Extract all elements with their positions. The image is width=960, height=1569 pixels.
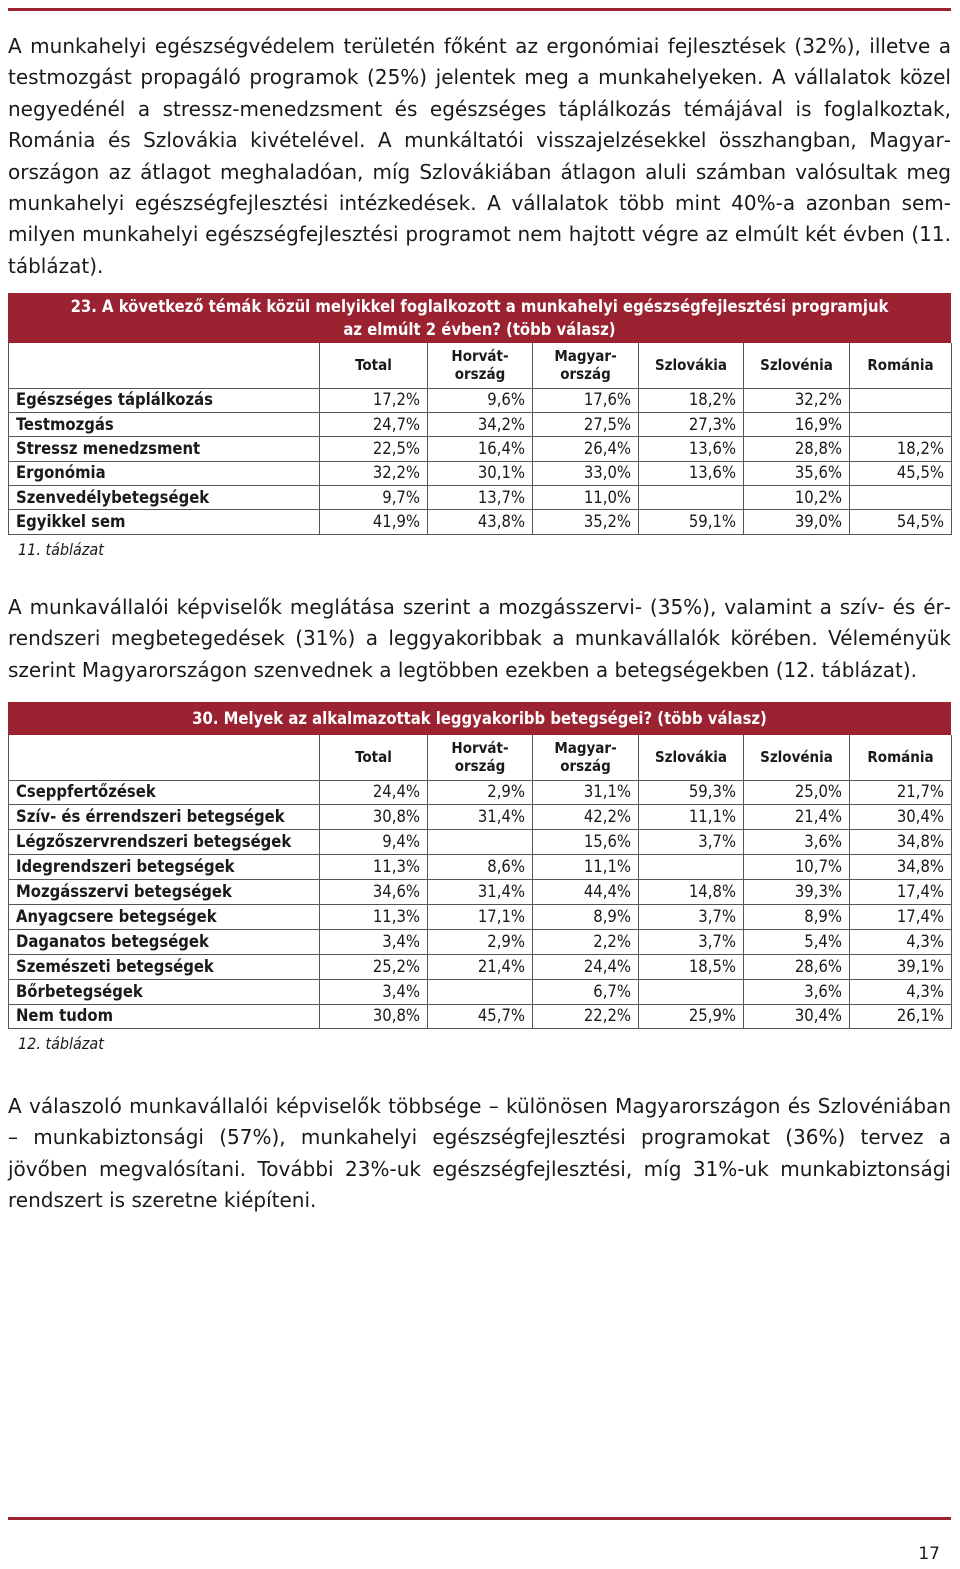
- table-row: [9, 412, 952, 436]
- table-cell: 5,4%: [744, 929, 850, 954]
- table-11-caption: [8, 293, 951, 343]
- table-cell: 42,2%: [533, 805, 639, 830]
- column-header: [9, 735, 320, 780]
- table-row: [9, 830, 952, 855]
- table-cell: 18,5%: [639, 954, 744, 979]
- row-label: Nem tudom: [9, 1004, 320, 1029]
- table-11-caption-line1: 23. A következő témák közül melyikkel foglalkozott a munkahelyi egészségfejlesztési programjuk: [70, 297, 889, 316]
- column-header: Szlovákia: [639, 343, 744, 388]
- page-number: 17: [918, 1544, 940, 1564]
- table-cell: 9,7%: [320, 486, 428, 510]
- table-cell: 24,4%: [533, 954, 639, 979]
- column-header: Magyar- ország: [533, 343, 639, 388]
- table-cell: 11,0%: [533, 486, 639, 510]
- bottom-rule: [8, 1517, 951, 1520]
- table-cell: 28,6%: [744, 954, 850, 979]
- table-cell: 35,2%: [533, 510, 639, 534]
- table-row: [9, 510, 952, 534]
- table-cell: [850, 388, 952, 412]
- table-cell: 3,6%: [744, 830, 850, 855]
- table-cell: 21,4%: [744, 805, 850, 830]
- table-cell: 30,1%: [428, 461, 533, 485]
- table-cell: 17,4%: [850, 904, 952, 929]
- table-12-grid: [8, 735, 952, 1029]
- table-cell: [639, 855, 744, 880]
- table-cell: 24,4%: [320, 780, 428, 805]
- table-12-caption: 30. Melyek az alkalmazottak leggyakoribb betegségei? (több válasz): [8, 702, 951, 735]
- table-12: [8, 702, 951, 1055]
- table-cell: 45,7%: [428, 1004, 533, 1029]
- row-label: Daganatos betegségek: [9, 929, 320, 954]
- table-11-caption-line2: az elmúlt 2 évben? (több válasz): [343, 320, 616, 339]
- table-cell: 3,7%: [639, 929, 744, 954]
- column-header: Horvát- ország: [428, 735, 533, 780]
- row-label: Egyikkel sem: [9, 510, 320, 534]
- table-cell: 59,1%: [639, 510, 744, 534]
- paragraph-intro: A munkahelyi egészségvédelem területén főként az ergonómiai fejlesztések (32%), illetve a testmozgást propagáló programok (25%) jelentek meg a munkahelyeken. A vállalatok közel negyedénél a stressz-menedzsment és egészséges táplálkozás témájával is foglalkoztak, Románia és Szlovákia kivételével. A munkáltatói visszajelzésekkel összhangban, Magyarországon az átlagot meghaladóan, míg Szlovákiában átlagon aluli számban valósultak meg munkahelyi egészségfejlesztési intézkedések. A vállalatok több mint 40%-a azonban semmilyen munkahelyi egészségfejlesztési programot nem hajtott végre az elmúlt két évben (11. táblázat).: [8, 34, 951, 278]
- table-cell: 11,1%: [639, 805, 744, 830]
- column-header: Szlovákia: [639, 735, 744, 780]
- table-cell: 21,4%: [428, 954, 533, 979]
- table-cell: 2,9%: [428, 929, 533, 954]
- table-row: [9, 805, 952, 830]
- row-label: Egészséges táplálkozás: [9, 388, 320, 412]
- table-cell: 34,6%: [320, 880, 428, 905]
- table-cell: 41,9%: [320, 510, 428, 534]
- table-cell: 13,6%: [639, 437, 744, 461]
- row-label: Cseppfertőzések: [9, 780, 320, 805]
- column-header: Románia: [850, 735, 952, 780]
- row-label: Testmozgás: [9, 412, 320, 436]
- table-cell: [639, 486, 744, 510]
- table-cell: 21,7%: [850, 780, 952, 805]
- table-cell: 11,3%: [320, 855, 428, 880]
- table-cell: 45,5%: [850, 461, 952, 485]
- column-header: Horvát- ország: [428, 343, 533, 388]
- table-cell: 30,8%: [320, 1004, 428, 1029]
- table-cell: 33,0%: [533, 461, 639, 485]
- row-label: Anyagcsere betegségek: [9, 904, 320, 929]
- table-cell: 35,6%: [744, 461, 850, 485]
- table-row: [9, 1004, 952, 1029]
- table-cell: 13,6%: [639, 461, 744, 485]
- table-cell: 43,8%: [428, 510, 533, 534]
- table-cell: 9,6%: [428, 388, 533, 412]
- table-cell: 59,3%: [639, 780, 744, 805]
- table-cell: 3,6%: [744, 979, 850, 1004]
- table-cell: 22,2%: [533, 1004, 639, 1029]
- table-cell: 18,2%: [639, 388, 744, 412]
- table-cell: 31,4%: [428, 805, 533, 830]
- table-cell: 13,7%: [428, 486, 533, 510]
- table-cell: 3,7%: [639, 904, 744, 929]
- row-label: Szemészeti betegségek: [9, 954, 320, 979]
- table-12-note: 12. táblázat: [18, 1034, 104, 1054]
- column-header: Szlovénia: [744, 735, 850, 780]
- table-cell: 15,6%: [533, 830, 639, 855]
- table-cell: 27,5%: [533, 412, 639, 436]
- table-cell: [850, 486, 952, 510]
- row-label: Légzőszervrendszeri betegségek: [9, 830, 320, 855]
- table-cell: 17,4%: [850, 880, 952, 905]
- table-row: [9, 388, 952, 412]
- table-row: [9, 929, 952, 954]
- table-cell: 39,3%: [744, 880, 850, 905]
- table-cell: 22,5%: [320, 437, 428, 461]
- column-header: Románia: [850, 343, 952, 388]
- paragraph-illnesses: A munkavállalói képviselők meglátása szerint a mozgásszervi- (35%), valamint a szív- és érrendszeri megbetegedések (31%) a leggyakoribbak a munkavállalók körében. Véleményük szerint Magyarországon szenvednek a legtöbben ezekben a betegségekben (12. táblázat).: [8, 595, 951, 682]
- table-cell: 31,4%: [428, 880, 533, 905]
- table-row: [9, 486, 952, 510]
- table-cell: [428, 979, 533, 1004]
- table-cell: 25,9%: [639, 1004, 744, 1029]
- column-header: Magyar- ország: [533, 735, 639, 780]
- table-cell: 17,1%: [428, 904, 533, 929]
- column-header: Total: [320, 735, 428, 780]
- top-rule: [8, 8, 951, 11]
- table-cell: 16,4%: [428, 437, 533, 461]
- table-cell: 34,8%: [850, 855, 952, 880]
- table-row: [9, 954, 952, 979]
- table-cell: 2,9%: [428, 780, 533, 805]
- table-11-header-row: [9, 343, 952, 388]
- table-11-note: 11. táblázat: [18, 539, 104, 559]
- table-cell: 17,6%: [533, 388, 639, 412]
- table-cell: 8,6%: [428, 855, 533, 880]
- table-cell: 31,1%: [533, 780, 639, 805]
- table-cell: [850, 412, 952, 436]
- table-cell: 32,2%: [320, 461, 428, 485]
- table-cell: 3,7%: [639, 830, 744, 855]
- column-header: [9, 343, 320, 388]
- row-label: Szív- és érrendszeri betegségek: [9, 805, 320, 830]
- table-cell: 30,4%: [744, 1004, 850, 1029]
- table-12-body: [9, 780, 952, 1029]
- table-cell: 4,3%: [850, 979, 952, 1004]
- table-cell: 34,8%: [850, 830, 952, 855]
- table-cell: 9,4%: [320, 830, 428, 855]
- table-row: [9, 979, 952, 1004]
- paragraph-plans: A válaszoló munkavállalói képviselők többsége – különösen Magyarországon és Szlovéniában – munkabiztonsági (57%), munkahelyi egészségfejlesztési programokat (36%) tervez a jövőben megvalósítani. További 23%-uk egészségfejlesztési, míg 31%-uk munkabiztonsági rendszert is szeretne kiépíteni.: [8, 1094, 951, 1213]
- table-cell: 25,2%: [320, 954, 428, 979]
- table-cell: 10,2%: [744, 486, 850, 510]
- row-label: Bőrbetegségek: [9, 979, 320, 1004]
- table-cell: 2,2%: [533, 929, 639, 954]
- table-cell: 8,9%: [744, 904, 850, 929]
- table-cell: 39,0%: [744, 510, 850, 534]
- table-row: [9, 780, 952, 805]
- table-cell: 39,1%: [850, 954, 952, 979]
- table-row: [9, 880, 952, 905]
- table-cell: 25,0%: [744, 780, 850, 805]
- table-cell: 30,8%: [320, 805, 428, 830]
- table-cell: 28,8%: [744, 437, 850, 461]
- table-cell: 27,3%: [639, 412, 744, 436]
- table-row: [9, 437, 952, 461]
- table-cell: 6,7%: [533, 979, 639, 1004]
- table-cell: [428, 830, 533, 855]
- table-cell: 10,7%: [744, 855, 850, 880]
- row-label: Ergonómia: [9, 461, 320, 485]
- table-cell: 32,2%: [744, 388, 850, 412]
- table-cell: 18,2%: [850, 437, 952, 461]
- table-11-grid: [8, 343, 952, 535]
- table-row: [9, 855, 952, 880]
- table-cell: 30,4%: [850, 805, 952, 830]
- row-label: Mozgásszervi betegségek: [9, 880, 320, 905]
- table-cell: 26,1%: [850, 1004, 952, 1029]
- table-row: [9, 904, 952, 929]
- table-12-header-row: [9, 735, 952, 780]
- table-cell: 11,3%: [320, 904, 428, 929]
- table-cell: 3,4%: [320, 979, 428, 1004]
- column-header: Total: [320, 343, 428, 388]
- table-cell: 34,2%: [428, 412, 533, 436]
- table-cell: [639, 979, 744, 1004]
- table-cell: 26,4%: [533, 437, 639, 461]
- table-row: [9, 461, 952, 485]
- row-label: Idegrendszeri betegségek: [9, 855, 320, 880]
- column-header: Szlovénia: [744, 343, 850, 388]
- table-cell: 24,7%: [320, 412, 428, 436]
- table-cell: 16,9%: [744, 412, 850, 436]
- table-cell: 8,9%: [533, 904, 639, 929]
- table-11-body: [9, 388, 952, 534]
- table-cell: 11,1%: [533, 855, 639, 880]
- row-label: Stressz menedzsment: [9, 437, 320, 461]
- table-cell: 44,4%: [533, 880, 639, 905]
- table-cell: 4,3%: [850, 929, 952, 954]
- row-label: Szenvedélybetegségek: [9, 486, 320, 510]
- table-cell: 17,2%: [320, 388, 428, 412]
- table-cell: 54,5%: [850, 510, 952, 534]
- table-cell: 14,8%: [639, 880, 744, 905]
- table-cell: 3,4%: [320, 929, 428, 954]
- table-11: [8, 293, 951, 561]
